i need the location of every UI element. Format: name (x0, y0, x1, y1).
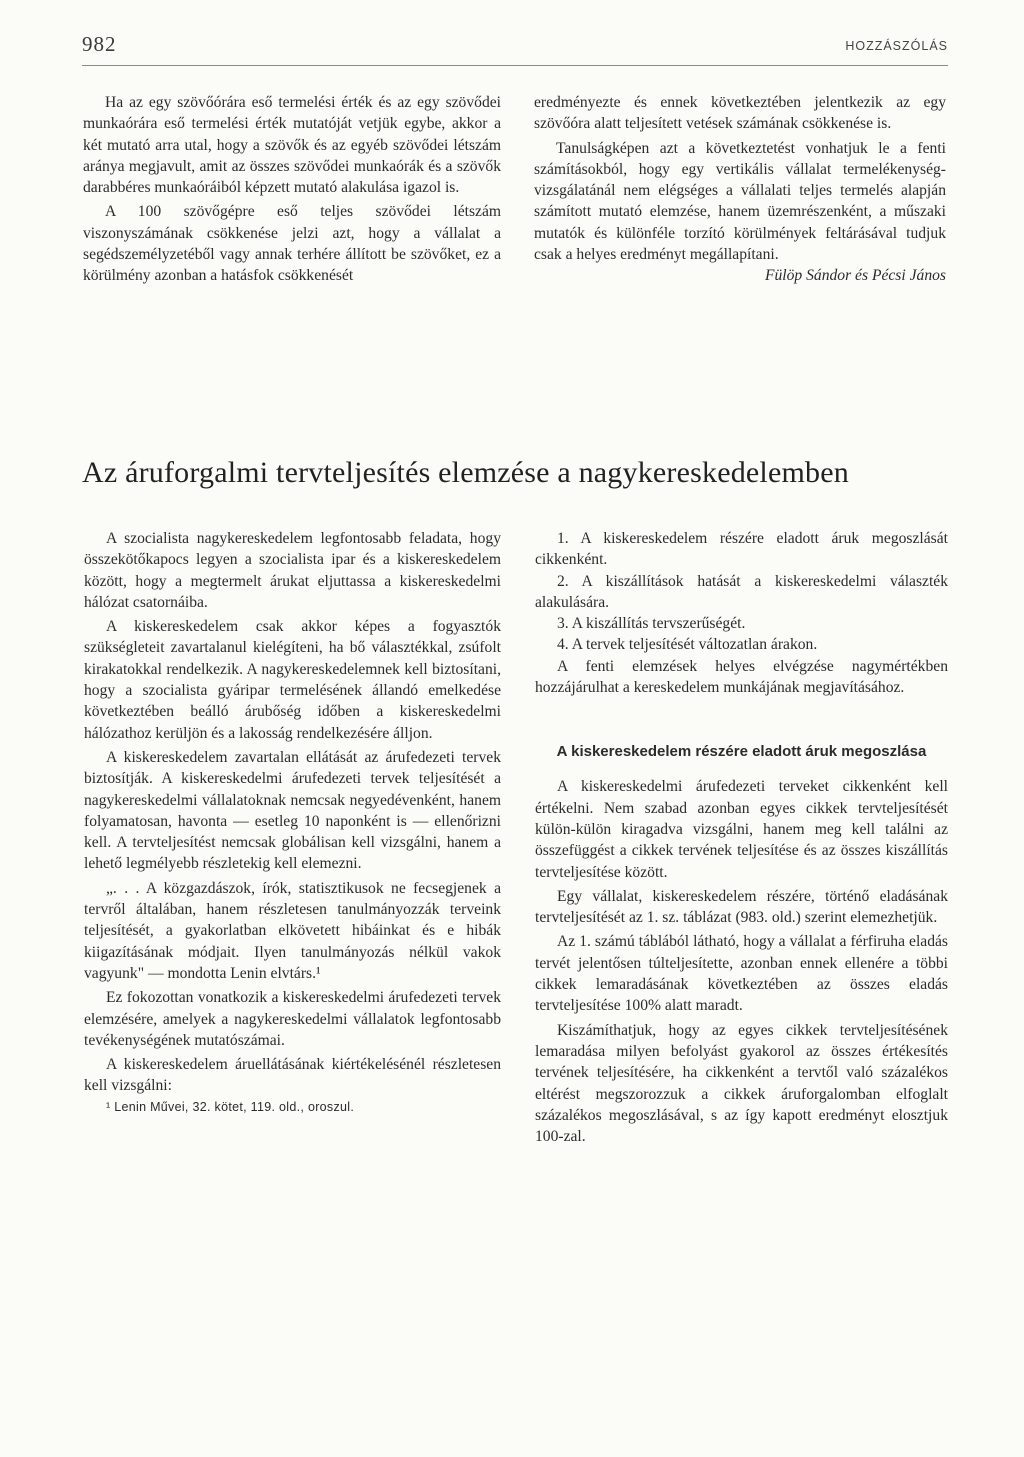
prev-article-right-column (534, 92, 946, 287)
list-item: 4. A tervek teljesítését változatlan árakon. (557, 636, 818, 654)
paragraph: A kiskereskedelmi árufedezeti terveket cikkenként kell értékelni. Nem szabad azonban egyes cikkek tervteljesítését külön-külön kiragadva vizsgálni, hanem meg kell találni az összefüggést a cikkek tervének teljesítése és az összes kiszállítás tervteljesítése között. (535, 778, 948, 881)
paragraph: A kiskereskedelem csak akkor képes a fogyasztók szükségleteit zavartalanul kielégíteni, ha bő választékkal, zsúfolt kirakatokkal rendelkezik. A nagykereskedelemnek kell biztosítani, hogy a szocialista gyáripar termelésének állandó emelkedése következtében beálló árubőség időben a kiskereskedelmi hálózathoz kerüljön és a lakosság rendelkezésére álljon. (84, 618, 501, 742)
list-item: 3. A kiszállítás tervszerűségét. (557, 615, 746, 633)
paragraph: Ha az egy szövőórára eső termelési érték és az egy szövődei munkaórára eső termelési érték mutatóját vetjük egybe, akkor a két mutató arra utal, hogy a szövők és az egyéb szövődei létszám aránya megjavult, amit az összes szövődei munkaórák és a szövők darabbéres munkaóráiból képzett mutató alakulása igazol is. (83, 94, 501, 197)
footnote: ¹ Lenin Művei, 32. kötet, 119. old., oroszul. (106, 1099, 355, 1114)
header-rule (82, 65, 948, 66)
list-item: 1. A kiskereskedelem részére eladott áruk megoszlását cikkenként. (535, 530, 948, 569)
prev-article-left-column (83, 92, 501, 287)
paragraph: Kiszámíthatjuk, hogy az egyes cikkek tervteljesítésének lemaradása milyen befolyást gyakorol az összes értékesítés tervének teljesítésére, ha cikkenként a tervtől való százalékos eltérést megszorozzuk a cikkek áruforgalomban elfoglalt százalékos megoszlásával, s az így kapott eredményt elosztjuk 100-zal. (535, 1021, 948, 1146)
paragraph: A kiskereskedelem áruellátásának kiértékelésénél részletesen kell vizsgálni: (84, 1056, 501, 1095)
article-left-column (84, 528, 501, 1118)
list-item: 2. A kiszállítások hatását a kiskereskedelmi választék alakulására. (535, 572, 948, 611)
paragraph: eredményezte és ennek következtében jelentkezik az egy szövőóra alatt teljesített vetések számának csökkenése is. (534, 94, 946, 133)
paragraph: A kiskereskedelem zavartalan ellátását az árufedezeti tervek biztosítják. A kiskereskedelmi árufedezeti tervek teljesítését a nagykereskedelmi vállalatoknak nemcsak negyedévenként, hanem folyamatosan, havonta — esetleg 10 naponként is — ellenőrizni kell. A tervteljesítést nemcsak globálisan kell vizsgálni, hanem a lehető legmélyebb részletekig kell elemezni. (84, 748, 501, 873)
paragraph: Ez fokozottan vonatkozik a kiskereskedelmi árufedezeti tervek elemzésére, amelyek a nagykereskedelmi vállalatok legfontosabb tevékenységének mutatószámai. (84, 989, 501, 1049)
running-head: HOZZÁSZÓLÁS (845, 39, 948, 53)
paragraph: Az 1. számú táblából látható, hogy a vállalat a férfiruha eladás tervét jelentősen túlteljesítette, azonban ennek ellenére a többi cikkek lemaradásának következtében az összes eladás tervteljesítése 100% alatt maradt. (535, 933, 948, 1015)
quote-paragraph: „. . . A közgazdászok, írók, statisztikusok ne fecsegjenek a tervről általában, hanem részletesen tanulmányozzák terveink teljesítését, a gyakorlatban elkövetett hibáinkat és e hibák kiigazításának módjait. Ilyen tanulmányozás nélkül vakok vagyunk" — mondotta Lenin elvtárs.¹ (84, 879, 501, 982)
paragraph: Egy vállalat, kiskereskedelem részére, történő eladásának tervteljesítését az 1. sz. táblázat (983. old.) szerint elemezhetjük. (535, 887, 948, 927)
paragraph: A fenti elemzések helyes elvégzése nagymértékben hozzájárulhat a kereskedelem munkájának megjavításához. (535, 657, 948, 697)
paragraph: A szocialista nagykereskedelem legfontosabb feladata, hogy összekötőkapocs legyen a szocialista ipar és a kiskereskedelem között, hogy a megtermelt árukat eljuttassa a kiskereskedelmi hálózat csatornáiba. (84, 530, 501, 611)
paragraph: Tanulságképen azt a következtetést vonhatjuk le a fenti számításokból, hogy egy vertikális vállalat termelékenység-vizsgálatánál nem elégséges a vállalati teljes termelés alapján számított mutató elemzése, hanem üzemrészenként, a műszaki mutatók és különféle torzító körülmények feltárásával tudjuk csak a helyes eredményt megállapítani. (534, 139, 946, 264)
article-title: Az áruforgalmi tervteljesítés elemzése a nagykereskedelemben (82, 456, 849, 489)
page-header (82, 32, 948, 62)
author-signature: Fülöp Sándor és Pécsi János (764, 267, 946, 285)
page-number: 982 (82, 32, 117, 56)
paragraph: A 100 szövőgépre eső teljes szövődei létszám viszonyszámának csökkenése jelzi azt, hogy a vállalat a segédszemélyzetéből vagy annak terhére állított be szövőket, ez a körülmény azonban a hatásfok csökkenését (83, 203, 501, 285)
section-subheading: A kiskereskedelem részére eladott áruk megoszlása (556, 743, 927, 761)
article-right-column (535, 528, 948, 1147)
